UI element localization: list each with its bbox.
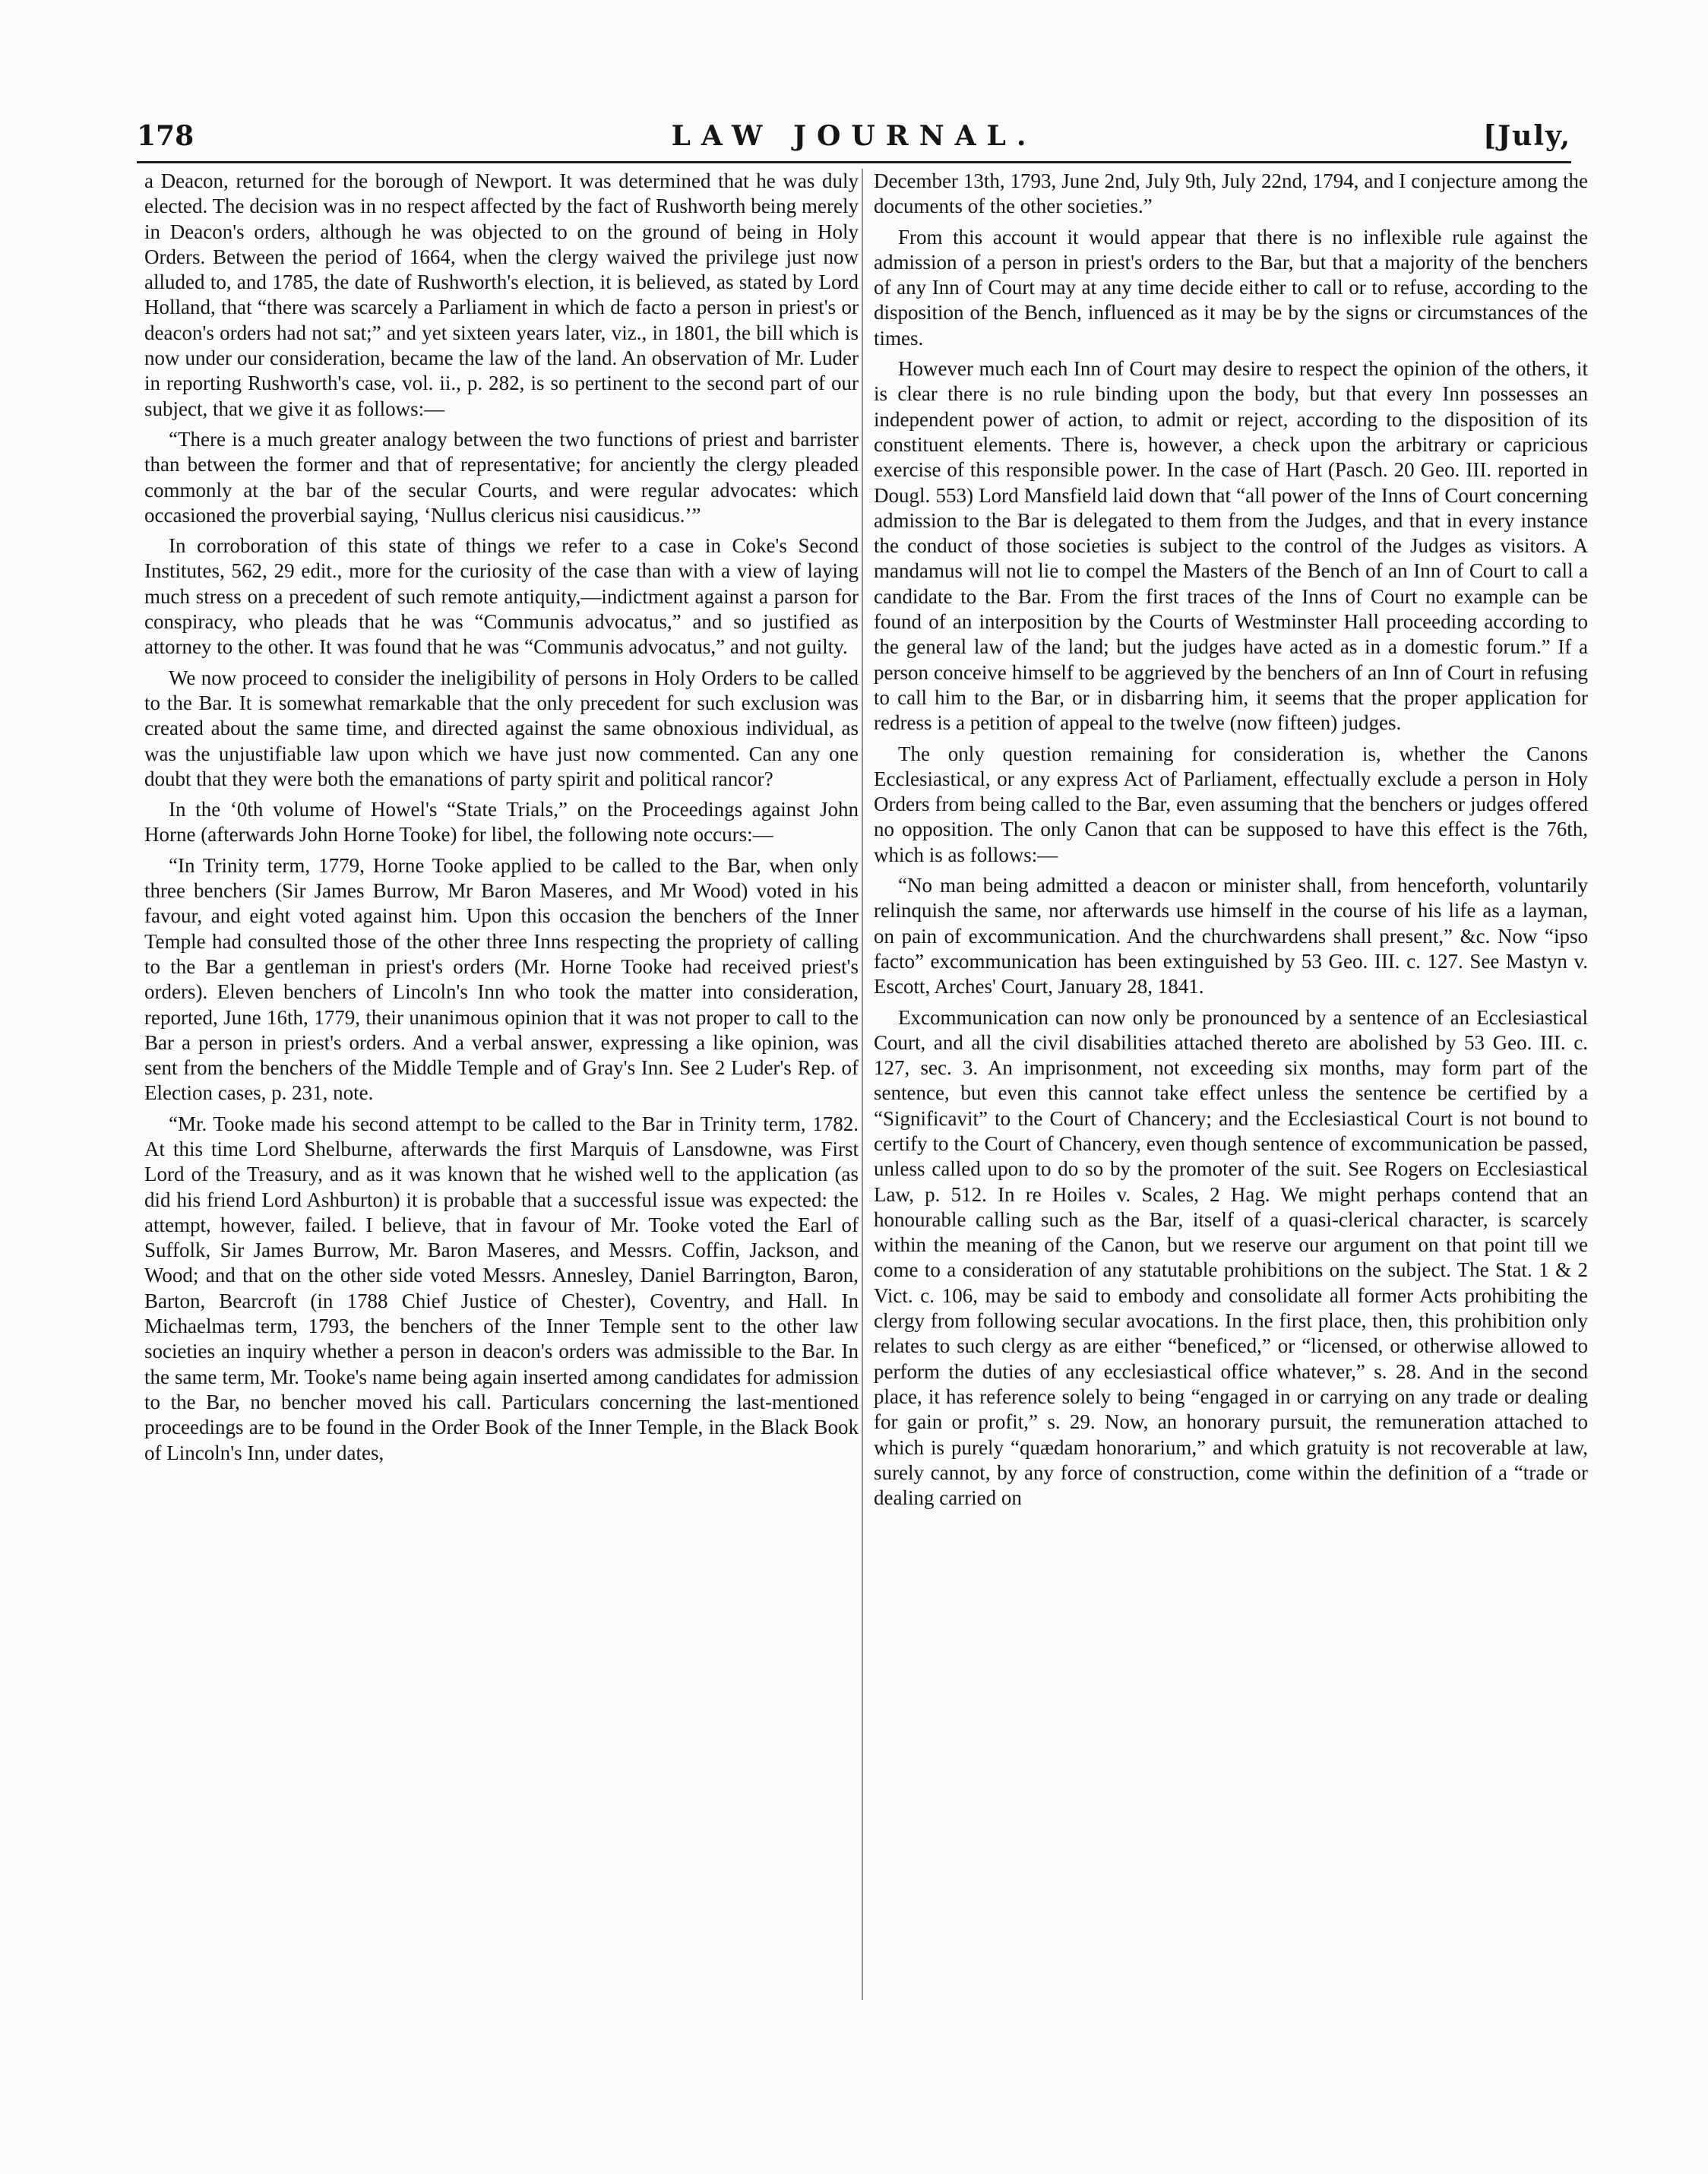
paragraph: “No man being admitted a deacon or minister shall, from henceforth, voluntarily relinquish the same, nor afterwards use himself in the course of his life as a layman, on pain of excommunication. And the churchwardens shall present,” &c. Now “ipso facto” excommunication has been extinguished by 53 Geo. III. c. 127. See Mastyn v. Escott, Arches' Court, January 28, 1841.: [874, 874, 1588, 998]
paragraph: “In Trinity term, 1779, Horne Tooke applied to be called to the Bar, when only three benchers (Sir James Burrow, Mr Baron Maseres, and Mr Wood) voted in his favour, and eight voted against him. Upon this occasion the benchers of the Inner Temple had consulted those of the other three Inns respecting the propriety of calling to the Bar a gentleman in priest's orders (Mr. Horne Tooke had received priest's orders). Eleven benchers of Lincoln's Inn who took the matter into consideration, reported, June 16th, 1779, their unanimous opinion that it was not proper to call to the Bar a person in priest's orders. And a verbal answer, expressing a like opinion, was sent from the benchers of the Middle Temple and of Gray's Inn. See 2 Luder's Rep. of Election cases, p. 231, note.: [144, 853, 859, 1105]
paragraph: a Deacon, returned for the borough of Newport. It was determined that he was duly elected. The decision was in no respect affected by the fact of Rushworth being merely in Deacon's orders, although he was objected to on the ground of being in Holy Orders. Between the period of 1664, when the clergy waived the privilege just now alluded to, and 1785, the date of Rushworth's election, it is believed, as stated by Lord Holland, that “there was scarcely a Parliament in which de facto a person in priest's or deacon's orders had not sat;” and yet sixteen years later, viz., in 1801, the bill which is now under our consideration, became the law of the land. An observation of Mr. Luder in reporting Rushworth's case, vol. ii., p. 282, is so pertinent to the second part of our subject, that we give it as follows:—: [144, 169, 859, 420]
paragraph: Excommunication can now only be pronounced by a sentence of an Ecclesiastical Court, and all the civil disabilities attached thereto are abolished by 53 Geo. III. c. 127, sec. 3. An imprisonment, not exceeding six months, may form part of the sentence, but even this cannot take effect unless the sentence be certified by a “Significavit” to the Court of Chancery; and the Ecclesiastical Court is not bound to certify to the Court of Chancery, even though sentence of excommunication be passed, unless called upon to do so by the promoter of the suit. See Rogers on Ecclesiastical Law, p. 512. In re Hoiles v. Scales, 2 Hag. We might perhaps contend that an honourable calling such as the Bar, itself of a quasi-clerical character, is scarcely within the meaning of the Canon, but we reserve our argument on that point till we come to a consideration of any statutable prohibitions on the subject. The Stat. 1 & 2 Vict. c. 106, may be said to embody and consolidate all former Acts prohibiting the clergy from following secular avocations. In the first place, then, this prohibition only relates to such clergy as are either “beneficed,” or “licensed, or otherwise allowed to perform the duties of any ecclesiastical office whatever,” s. 28. And in the second place, it has reference solely to being “engaged in or carrying on any trade or dealing for gain or profit,” s. 29. Now, an honorary pursuit, the remuneration attached to which is purely “quædam honorarium,” and which gratuity is not recoverable at law, surely cannot, by any force of construction, come within the definition of a “trade or dealing carried on: [874, 1005, 1588, 1510]
paragraph: December 13th, 1793, June 2nd, July 9th, July 22nd, 1794, and I conjecture among the documents of the other societies.”: [874, 169, 1588, 218]
column-divider: [862, 169, 863, 2000]
header-rule: [137, 161, 1571, 163]
running-month: [July,: [1483, 120, 1571, 152]
right-column: [874, 169, 1588, 1516]
left-column: [144, 169, 859, 1471]
paragraph: “Mr. Tooke made his second attempt to be called to the Bar in Trinity term, 1782. At this time Lord Shelburne, afterwards the first Marquis of Lansdowne, was First Lord of the Treasury, and as it was known that he wished well to the application (as did his friend Lord Ashburton) it is probable that a successful issue was expected: the attempt, however, failed. I believe, that in favour of Mr. Tooke voted the Earl of Suffolk, Sir James Burrow, Mr. Baron Maseres, and Messrs. Coffin, Jackson, and Wood; and that on the other side voted Messrs. Annesley, Daniel Barrington, Baron, Barton, Bearcroft (in 1788 Chief Justice of Chester), Coventry, and Hall. In Michaelmas term, 1793, the benchers of the Inner Temple sent to the other law societies an inquiry whether a person in deacon's orders was admissible to the Bar. In the same term, Mr. Tooke's name being again inserted among candidates for admission to the Bar, no bencher moved his call. Particulars concerning the last-mentioned proceedings are to be found in the Order Book of the Inner Temple, in the Black Book of Lincoln's Inn, under dates,: [144, 1112, 859, 1464]
paragraph: “There is a much greater analogy between the two functions of priest and barrister than between the former and that of representative; for anciently the clergy pleaded commonly at the bar of the secular Courts, and were regular advocates: which occasioned the proverbial saying, ‘Nullus clericus nisi causidicus.’”: [144, 427, 859, 527]
page-number: 178: [137, 120, 195, 152]
paragraph: In corroboration of this state of things we refer to a case in Coke's Second Institutes, 562, 29 edit., more for the curiosity of the case than with a view of laying much stress on a precedent of such remote antiquity,—indictment against a parson for conspiracy, who pleads that he was “Communis advocatus,” and so justified as attorney to the other. It was found that he was “Communis advocatus,” and not guilty.: [144, 534, 859, 659]
page-header: [137, 120, 1571, 158]
running-title: LAW JOURNAL.: [671, 120, 1037, 152]
paragraph: In the ‘0th volume of Howel's “State Trials,” on the Proceedings against John Horne (afterwards John Horne Tooke) for libel, the following note occurs:—: [144, 798, 859, 846]
paragraph: The only question remaining for consideration is, whether the Canons Ecclesiastical, or any express Act of Parliament, effectually exclude a person in Holy Orders from being called to the Bar, even assuming that the benchers or judges offered no opposition. The only Canon that can be supposed to have this effect is the 76th, which is as follows:—: [874, 742, 1588, 866]
paragraph: However much each Inn of Court may desire to respect the opinion of the others, it is clear there is no rule binding upon the body, but that every Inn possesses an independent power of action, to admit or reject, according to the disposition of its constituent elements. There is, however, a check upon the arbitrary or capricious exercise of this responsible power. In the case of Hart (Pasch. 20 Geo. III. reported in Dougl. 553) Lord Mansfield laid down that “all power of the Inns of Court concerning admission to the Bar is delegated to them from the Judges, and that in every instance the conduct of those societies is subject to the control of the Judges as visitors. A mandamus will not lie to compel the Masters of the Bench of an Inn of Court to call a candidate to the Bar. From the first traces of the Inns of Court no example can be found of an interposition by the Courts of Westminster Hall proceeding according to the general law of the land; but the judges have acted as in a domestic forum.” If a person conceive himself to be aggrieved by the benchers of an Inn of Court in refusing to call him to the Bar, or in disbarring him, it seems that the proper application for redress is a petition of appeal to the twelve (now fifteen) judges.: [874, 357, 1588, 735]
paragraph: From this account it would appear that there is no inflexible rule against the admission of a person in priest's orders to the Bar, but that a majority of the benchers of any Inn of Court may at any time decide either to call or to refuse, according to the disposition of the Bench, influenced as it may be by the signs or circumstances of the times.: [874, 225, 1588, 350]
paragraph: We now proceed to consider the ineligibility of persons in Holy Orders to be called to the Bar. It is somewhat remarkable that the only precedent for such exclusion was created about the same time, and directed against the same obnoxious individual, as was the unjustifiable law upon which we have just now commented. Can any one doubt that they were both the emanations of party spirit and political rancor?: [144, 666, 859, 790]
